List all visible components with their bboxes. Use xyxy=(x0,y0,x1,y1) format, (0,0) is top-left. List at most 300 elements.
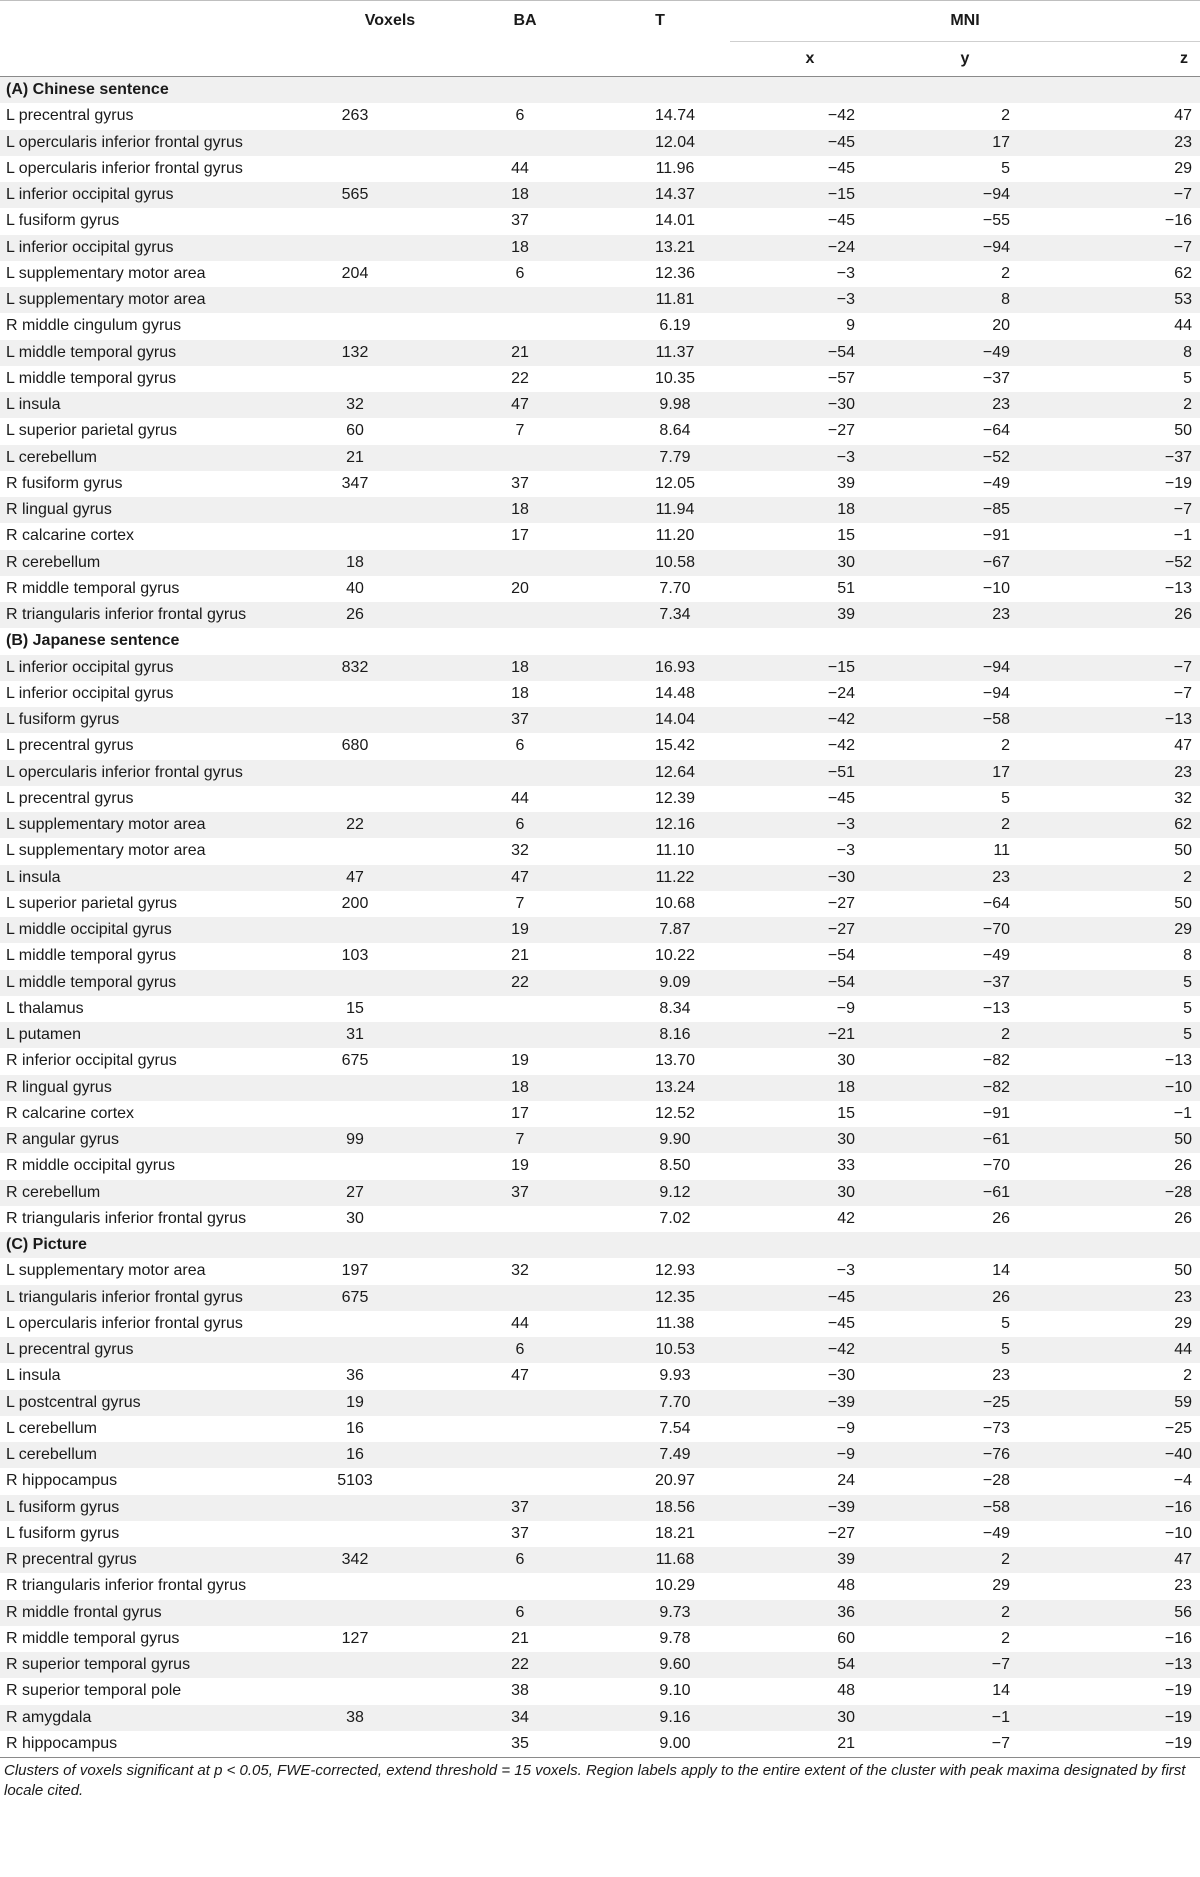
table-row xyxy=(0,366,1200,392)
cell-region: R superior temporal gyrus xyxy=(0,1652,320,1678)
cell-ba: 6 xyxy=(460,261,590,287)
cell-region: L cerebellum xyxy=(0,1442,320,1468)
cell-x: −42 xyxy=(730,733,890,759)
cell-voxels xyxy=(320,1521,460,1547)
cell-voxels xyxy=(320,1153,460,1179)
table-row xyxy=(0,1048,1200,1074)
cell-voxels: 5103 xyxy=(320,1468,460,1494)
cell-t: 15.42 xyxy=(590,733,730,759)
cell-z: 50 xyxy=(1040,891,1200,917)
table-row xyxy=(0,733,1200,759)
cell-t: 12.39 xyxy=(590,786,730,812)
cell-region: R fusiform gyrus xyxy=(0,471,320,497)
cell-region: R middle frontal gyrus xyxy=(0,1600,320,1626)
table-row xyxy=(0,1363,1200,1389)
table-row xyxy=(0,1390,1200,1416)
cell-z: 62 xyxy=(1040,812,1200,838)
cell-t: 8.64 xyxy=(590,418,730,444)
header-t: T xyxy=(590,1,730,42)
cell-z: −19 xyxy=(1040,1678,1200,1704)
cell-ba: 18 xyxy=(460,182,590,208)
cell-region: R middle cingulum gyrus xyxy=(0,313,320,339)
cell-z: −13 xyxy=(1040,1652,1200,1678)
cell-x: −9 xyxy=(730,996,890,1022)
cell-z: −40 xyxy=(1040,1442,1200,1468)
cell-z: 5 xyxy=(1040,996,1200,1022)
cell-voxels: 31 xyxy=(320,1022,460,1048)
cell-ba: 37 xyxy=(460,1521,590,1547)
table-row xyxy=(0,445,1200,471)
cell-region: L inferior occipital gyrus xyxy=(0,182,320,208)
cell-ba: 19 xyxy=(460,1048,590,1074)
cell-z: −52 xyxy=(1040,550,1200,576)
cell-region: R triangularis inferior frontal gyrus xyxy=(0,602,320,628)
cell-ba: 44 xyxy=(460,1311,590,1337)
cell-x: 39 xyxy=(730,602,890,628)
cell-x: −24 xyxy=(730,235,890,261)
cell-x: 30 xyxy=(730,1180,890,1206)
cell-region: R amygdala xyxy=(0,1705,320,1731)
cell-z: 53 xyxy=(1040,287,1200,313)
cell-voxels: 103 xyxy=(320,943,460,969)
cell-voxels xyxy=(320,1495,460,1521)
cell-ba xyxy=(460,602,590,628)
cell-t: 9.00 xyxy=(590,1731,730,1758)
table-row xyxy=(0,1258,1200,1284)
cell-z: 62 xyxy=(1040,261,1200,287)
cell-y: −7 xyxy=(890,1731,1040,1758)
cell-y: 5 xyxy=(890,1311,1040,1337)
cell-ba: 47 xyxy=(460,1363,590,1389)
cell-x: 30 xyxy=(730,550,890,576)
cell-t: 12.16 xyxy=(590,812,730,838)
cell-voxels xyxy=(320,1075,460,1101)
cell-x: −54 xyxy=(730,340,890,366)
cell-t: 11.94 xyxy=(590,497,730,523)
cell-y: −82 xyxy=(890,1048,1040,1074)
cell-t: 14.74 xyxy=(590,103,730,129)
cell-z: 47 xyxy=(1040,733,1200,759)
cell-ba: 6 xyxy=(460,103,590,129)
cell-voxels: 19 xyxy=(320,1390,460,1416)
cell-region: L middle temporal gyrus xyxy=(0,970,320,996)
cell-z: 23 xyxy=(1040,1573,1200,1599)
cell-y: −94 xyxy=(890,235,1040,261)
cell-z: 50 xyxy=(1040,838,1200,864)
table-row xyxy=(0,471,1200,497)
table-row xyxy=(0,130,1200,156)
table-row xyxy=(0,838,1200,864)
cell-z: 26 xyxy=(1040,602,1200,628)
cell-x: −45 xyxy=(730,208,890,234)
cell-t: 7.87 xyxy=(590,917,730,943)
cell-voxels: 40 xyxy=(320,576,460,602)
cell-x: 54 xyxy=(730,1652,890,1678)
cell-x: −39 xyxy=(730,1390,890,1416)
cell-voxels: 18 xyxy=(320,550,460,576)
cell-t: 14.01 xyxy=(590,208,730,234)
cell-z: 44 xyxy=(1040,313,1200,339)
cell-z: −13 xyxy=(1040,576,1200,602)
cell-y: −13 xyxy=(890,996,1040,1022)
table-row xyxy=(0,1416,1200,1442)
cell-region: L inferior occipital gyrus xyxy=(0,235,320,261)
cell-y: 2 xyxy=(890,261,1040,287)
cell-y: 23 xyxy=(890,392,1040,418)
cell-x: 39 xyxy=(730,471,890,497)
cell-t: 8.16 xyxy=(590,1022,730,1048)
table-row xyxy=(0,1652,1200,1678)
cell-region: L precentral gyrus xyxy=(0,103,320,129)
cell-ba: 44 xyxy=(460,786,590,812)
table-row xyxy=(0,1101,1200,1127)
cell-x: −15 xyxy=(730,655,890,681)
table-row xyxy=(0,1206,1200,1232)
cell-x: −51 xyxy=(730,760,890,786)
cell-y: 23 xyxy=(890,1363,1040,1389)
cell-t: 10.22 xyxy=(590,943,730,969)
cell-z: 26 xyxy=(1040,1153,1200,1179)
cell-voxels: 832 xyxy=(320,655,460,681)
cell-voxels xyxy=(320,760,460,786)
cell-z: 23 xyxy=(1040,760,1200,786)
cell-voxels: 197 xyxy=(320,1258,460,1284)
cell-t: 11.68 xyxy=(590,1547,730,1573)
cell-ba: 47 xyxy=(460,392,590,418)
cell-t: 11.96 xyxy=(590,156,730,182)
cell-t: 11.37 xyxy=(590,340,730,366)
cell-region: L opercularis inferior frontal gyrus xyxy=(0,130,320,156)
cell-x: −3 xyxy=(730,445,890,471)
cell-y: 2 xyxy=(890,1547,1040,1573)
cell-t: 12.93 xyxy=(590,1258,730,1284)
cell-region: L insula xyxy=(0,1363,320,1389)
cell-y: 5 xyxy=(890,1337,1040,1363)
header-z: z xyxy=(1040,42,1200,77)
table-row xyxy=(0,1285,1200,1311)
cell-z: 44 xyxy=(1040,1337,1200,1363)
table-row xyxy=(0,340,1200,366)
table-row xyxy=(0,812,1200,838)
cell-voxels: 204 xyxy=(320,261,460,287)
table-row xyxy=(0,1442,1200,1468)
cell-ba xyxy=(460,130,590,156)
cell-x: 18 xyxy=(730,497,890,523)
cell-t: 11.38 xyxy=(590,1311,730,1337)
cell-ba: 6 xyxy=(460,733,590,759)
cell-voxels: 347 xyxy=(320,471,460,497)
cell-x: 51 xyxy=(730,576,890,602)
cell-x: 48 xyxy=(730,1678,890,1704)
cell-ba: 37 xyxy=(460,471,590,497)
cell-region: L triangularis inferior frontal gyrus xyxy=(0,1285,320,1311)
cell-region: R lingual gyrus xyxy=(0,1075,320,1101)
table-row xyxy=(0,1495,1200,1521)
table-row xyxy=(0,1705,1200,1731)
table-row xyxy=(0,523,1200,549)
cell-x: 48 xyxy=(730,1573,890,1599)
cell-t: 20.97 xyxy=(590,1468,730,1494)
cell-y: −10 xyxy=(890,576,1040,602)
cell-t: 12.05 xyxy=(590,471,730,497)
cell-z: −25 xyxy=(1040,1416,1200,1442)
cell-ba: 38 xyxy=(460,1678,590,1704)
cell-region: L middle temporal gyrus xyxy=(0,340,320,366)
cell-t: 6.19 xyxy=(590,313,730,339)
table-row xyxy=(0,235,1200,261)
cell-x: 24 xyxy=(730,1468,890,1494)
cell-region: L superior parietal gyrus xyxy=(0,418,320,444)
cell-x: −9 xyxy=(730,1442,890,1468)
cell-y: −49 xyxy=(890,340,1040,366)
cell-z: −28 xyxy=(1040,1180,1200,1206)
cell-y: 14 xyxy=(890,1258,1040,1284)
cell-ba: 22 xyxy=(460,366,590,392)
cell-y: 23 xyxy=(890,602,1040,628)
cell-t: 7.54 xyxy=(590,1416,730,1442)
cell-y: 23 xyxy=(890,865,1040,891)
cell-y: 8 xyxy=(890,287,1040,313)
cell-ba: 21 xyxy=(460,1626,590,1652)
cell-x: −54 xyxy=(730,943,890,969)
cell-region: L middle temporal gyrus xyxy=(0,366,320,392)
cell-x: 30 xyxy=(730,1705,890,1731)
cell-region: L cerebellum xyxy=(0,445,320,471)
cell-z: 59 xyxy=(1040,1390,1200,1416)
cell-ba: 32 xyxy=(460,838,590,864)
cell-voxels: 15 xyxy=(320,996,460,1022)
cell-y: 2 xyxy=(890,733,1040,759)
cell-t: 14.48 xyxy=(590,681,730,707)
cell-t: 18.56 xyxy=(590,1495,730,1521)
cell-y: 14 xyxy=(890,1678,1040,1704)
cell-x: −39 xyxy=(730,1495,890,1521)
cell-voxels xyxy=(320,208,460,234)
cell-region: R middle temporal gyrus xyxy=(0,576,320,602)
cell-z: −19 xyxy=(1040,471,1200,497)
cell-x: 60 xyxy=(730,1626,890,1652)
table-row xyxy=(0,261,1200,287)
cell-y: 5 xyxy=(890,156,1040,182)
cell-x: −3 xyxy=(730,287,890,313)
cell-x: −9 xyxy=(730,1416,890,1442)
table-row xyxy=(0,1678,1200,1704)
cell-voxels: 27 xyxy=(320,1180,460,1206)
cell-y: 5 xyxy=(890,786,1040,812)
cell-x: −27 xyxy=(730,891,890,917)
cell-x: −45 xyxy=(730,1311,890,1337)
cell-ba xyxy=(460,1390,590,1416)
cell-t: 9.78 xyxy=(590,1626,730,1652)
cell-voxels xyxy=(320,235,460,261)
cell-region: L postcentral gyrus xyxy=(0,1390,320,1416)
cell-ba: 18 xyxy=(460,1075,590,1101)
table-row xyxy=(0,418,1200,444)
cell-region: R cerebellum xyxy=(0,1180,320,1206)
cell-z: −37 xyxy=(1040,445,1200,471)
cell-voxels: 30 xyxy=(320,1206,460,1232)
cell-ba xyxy=(460,1468,590,1494)
cell-voxels: 22 xyxy=(320,812,460,838)
cell-y: 26 xyxy=(890,1285,1040,1311)
cell-y: −49 xyxy=(890,943,1040,969)
cell-t: 7.49 xyxy=(590,1442,730,1468)
cell-x: −3 xyxy=(730,812,890,838)
cell-ba: 18 xyxy=(460,655,590,681)
cell-voxels xyxy=(320,130,460,156)
cell-t: 8.34 xyxy=(590,996,730,1022)
cell-t: 9.16 xyxy=(590,1705,730,1731)
cell-ba: 19 xyxy=(460,1153,590,1179)
cell-y: −94 xyxy=(890,182,1040,208)
cell-t: 18.21 xyxy=(590,1521,730,1547)
cell-voxels: 16 xyxy=(320,1442,460,1468)
cell-ba: 17 xyxy=(460,523,590,549)
cell-z: 5 xyxy=(1040,970,1200,996)
cell-voxels: 565 xyxy=(320,182,460,208)
cell-x: −45 xyxy=(730,130,890,156)
cell-region: L opercularis inferior frontal gyrus xyxy=(0,1311,320,1337)
cell-x: 30 xyxy=(730,1127,890,1153)
cell-ba: 34 xyxy=(460,1705,590,1731)
cell-t: 11.10 xyxy=(590,838,730,864)
cell-t: 9.12 xyxy=(590,1180,730,1206)
cell-voxels xyxy=(320,366,460,392)
cell-t: 10.58 xyxy=(590,550,730,576)
cell-y: −70 xyxy=(890,1153,1040,1179)
cell-voxels: 16 xyxy=(320,1416,460,1442)
cell-voxels: 38 xyxy=(320,1705,460,1731)
cell-t: 7.34 xyxy=(590,602,730,628)
cell-t: 7.02 xyxy=(590,1206,730,1232)
cell-region: L opercularis inferior frontal gyrus xyxy=(0,760,320,786)
table-row xyxy=(0,786,1200,812)
cell-t: 7.79 xyxy=(590,445,730,471)
cell-t: 12.36 xyxy=(590,261,730,287)
cell-z: 8 xyxy=(1040,340,1200,366)
cell-ba: 6 xyxy=(460,812,590,838)
cell-y: 2 xyxy=(890,1022,1040,1048)
cell-t: 14.37 xyxy=(590,182,730,208)
cell-z: −7 xyxy=(1040,182,1200,208)
cell-z: −10 xyxy=(1040,1521,1200,1547)
cell-z: −13 xyxy=(1040,1048,1200,1074)
cell-ba: 7 xyxy=(460,418,590,444)
cell-y: 17 xyxy=(890,130,1040,156)
cell-voxels xyxy=(320,917,460,943)
cell-ba: 37 xyxy=(460,208,590,234)
cell-voxels xyxy=(320,681,460,707)
cell-z: 32 xyxy=(1040,786,1200,812)
cell-x: −45 xyxy=(730,156,890,182)
cell-y: −49 xyxy=(890,471,1040,497)
table-row xyxy=(0,1075,1200,1101)
cell-ba: 18 xyxy=(460,235,590,261)
cell-t: 10.68 xyxy=(590,891,730,917)
cell-x: −30 xyxy=(730,865,890,891)
cell-ba: 22 xyxy=(460,970,590,996)
cell-x: −27 xyxy=(730,1521,890,1547)
cell-t: 10.29 xyxy=(590,1573,730,1599)
cell-z: 2 xyxy=(1040,1363,1200,1389)
cell-x: −57 xyxy=(730,366,890,392)
cell-region: R calcarine cortex xyxy=(0,1101,320,1127)
cell-y: 2 xyxy=(890,103,1040,129)
cell-ba: 35 xyxy=(460,1731,590,1758)
cell-x: 36 xyxy=(730,1600,890,1626)
table-row xyxy=(0,681,1200,707)
cell-x: −27 xyxy=(730,418,890,444)
cell-ba xyxy=(460,1416,590,1442)
cell-ba xyxy=(460,445,590,471)
cell-z: −1 xyxy=(1040,523,1200,549)
cell-region: R triangularis inferior frontal gyrus xyxy=(0,1573,320,1599)
table-row xyxy=(0,655,1200,681)
cell-region: L fusiform gyrus xyxy=(0,707,320,733)
table-row xyxy=(0,1600,1200,1626)
table-row xyxy=(0,891,1200,917)
cell-region: L opercularis inferior frontal gyrus xyxy=(0,156,320,182)
cell-t: 9.73 xyxy=(590,1600,730,1626)
cell-ba: 18 xyxy=(460,497,590,523)
cell-ba: 47 xyxy=(460,865,590,891)
table-row xyxy=(0,576,1200,602)
cell-voxels: 342 xyxy=(320,1547,460,1573)
cell-ba xyxy=(460,313,590,339)
cell-t: 11.22 xyxy=(590,865,730,891)
cell-voxels xyxy=(320,1731,460,1758)
cell-voxels: 99 xyxy=(320,1127,460,1153)
cell-x: 15 xyxy=(730,523,890,549)
cell-t: 14.04 xyxy=(590,707,730,733)
cell-z: 2 xyxy=(1040,392,1200,418)
cell-voxels xyxy=(320,523,460,549)
cell-y: −91 xyxy=(890,1101,1040,1127)
table-row xyxy=(0,497,1200,523)
table-row xyxy=(0,1573,1200,1599)
cell-ba: 19 xyxy=(460,917,590,943)
table-row xyxy=(0,1127,1200,1153)
cell-ba xyxy=(460,1022,590,1048)
cell-voxels: 47 xyxy=(320,865,460,891)
cell-x: −45 xyxy=(730,1285,890,1311)
cell-z: 29 xyxy=(1040,917,1200,943)
section-header-row xyxy=(0,628,1200,654)
table-row xyxy=(0,1547,1200,1573)
table-row xyxy=(0,865,1200,891)
table-header xyxy=(0,1,1200,77)
cell-z: 5 xyxy=(1040,366,1200,392)
cell-y: −64 xyxy=(890,418,1040,444)
cell-y: −1 xyxy=(890,1705,1040,1731)
cell-z: −7 xyxy=(1040,681,1200,707)
cell-x: −3 xyxy=(730,1258,890,1284)
cell-y: −76 xyxy=(890,1442,1040,1468)
cell-voxels xyxy=(320,156,460,182)
cell-ba xyxy=(460,996,590,1022)
cell-region: R hippocampus xyxy=(0,1468,320,1494)
cell-x: 39 xyxy=(730,1547,890,1573)
cell-region: L middle occipital gyrus xyxy=(0,917,320,943)
cell-ba: 44 xyxy=(460,156,590,182)
cell-region: L supplementary motor area xyxy=(0,1258,320,1284)
cell-z: 50 xyxy=(1040,1127,1200,1153)
cell-x: −3 xyxy=(730,261,890,287)
cell-z: −7 xyxy=(1040,497,1200,523)
cell-y: −94 xyxy=(890,681,1040,707)
table-row xyxy=(0,313,1200,339)
cell-x: 15 xyxy=(730,1101,890,1127)
